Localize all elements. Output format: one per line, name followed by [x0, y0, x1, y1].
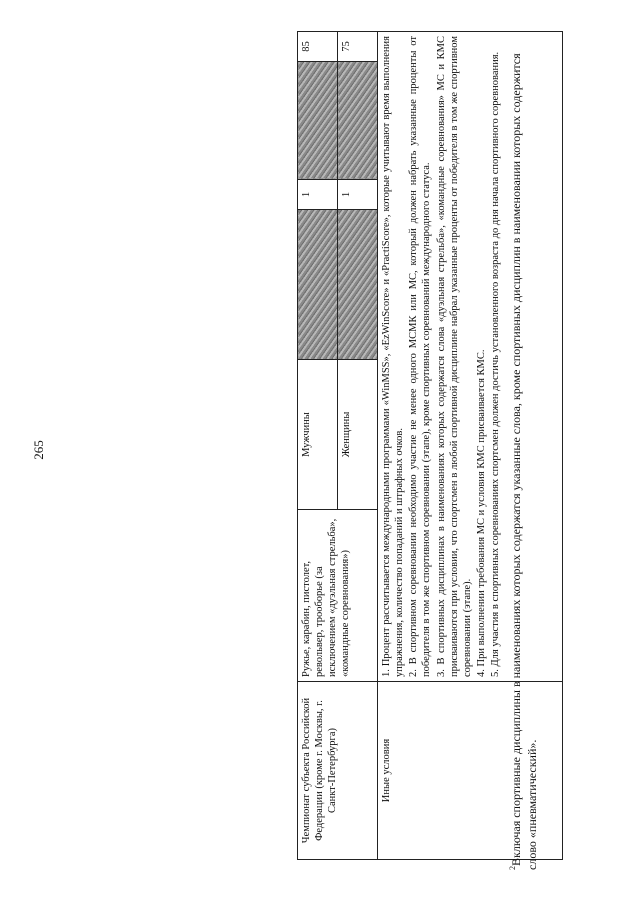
other-conditions-label: Иные условия — [378, 682, 563, 860]
shaded-cell — [338, 210, 378, 360]
footnote-container — [508, 40, 552, 870]
condition-item: 1. Процент рассчитывается международными программами «WinMSS», «EzWinScore» и «PractiScore», которые учитывают время выполнения упражнения, количество попаданий и штрафных очков. — [381, 36, 406, 677]
kms-women-cell: 1 — [338, 180, 378, 210]
condition-item: 3. В спортивных дисциплинах в наименованиях которых содержатся слова «дуэльная стрельба», «командные соревнования» МС и КМС присваиваются при условии, что спортсмен в любой спортивной дисциплине набрал указанные проценты от победителя в том же спортивном соревновании (этапе). — [435, 36, 473, 677]
table-row — [298, 32, 338, 860]
condition-item: 4. При выполнении требования МС и условия КМС присваивается КМС. — [475, 349, 487, 677]
footnote — [508, 40, 552, 870]
footnote-text: Включая спортивные дисциплины в наименованиях которых содержатся указанные слова, кроме спортивных дисциплин в наименовании которых содержится слово «пневматический». — [509, 53, 540, 870]
percent-women-cell: 75 — [338, 32, 378, 62]
shaded-cell — [338, 62, 378, 180]
page-number: 265 — [31, 440, 46, 460]
weapons-cell: Ружье, карабин, пистолет, револьвер, трооборье (за исключением «дуэльная стрельба», «командные соревнования») — [298, 510, 378, 682]
kms-men-cell: 1 — [298, 180, 338, 210]
event-title-cell: Чемпионат субъекта Российской Федерации (кроме г. Москвы, г. Санкт-Петербурга) — [298, 682, 378, 860]
condition-item: 5. Для участия в спортивных соревнованиях спортсмен должен достичь установленного возраста до дня начала спортивного соревнования. — [490, 51, 501, 677]
condition-item: 2. В спортивном соревновании необходимо участие не менее одного МСМК или МС, который должен набрать указанные проценты от победителя в том же спортивном соревновании (этапе), кроме спортивных соревнований международного статуса. — [408, 36, 433, 677]
gender-women-cell: Женщины — [338, 360, 378, 510]
gender-men-cell: Мужчины — [298, 360, 338, 510]
shaded-cell — [298, 210, 338, 360]
footnote-marker: 2 — [508, 866, 517, 870]
shaded-cell — [298, 62, 338, 180]
percent-men-cell: 85 — [298, 32, 338, 62]
